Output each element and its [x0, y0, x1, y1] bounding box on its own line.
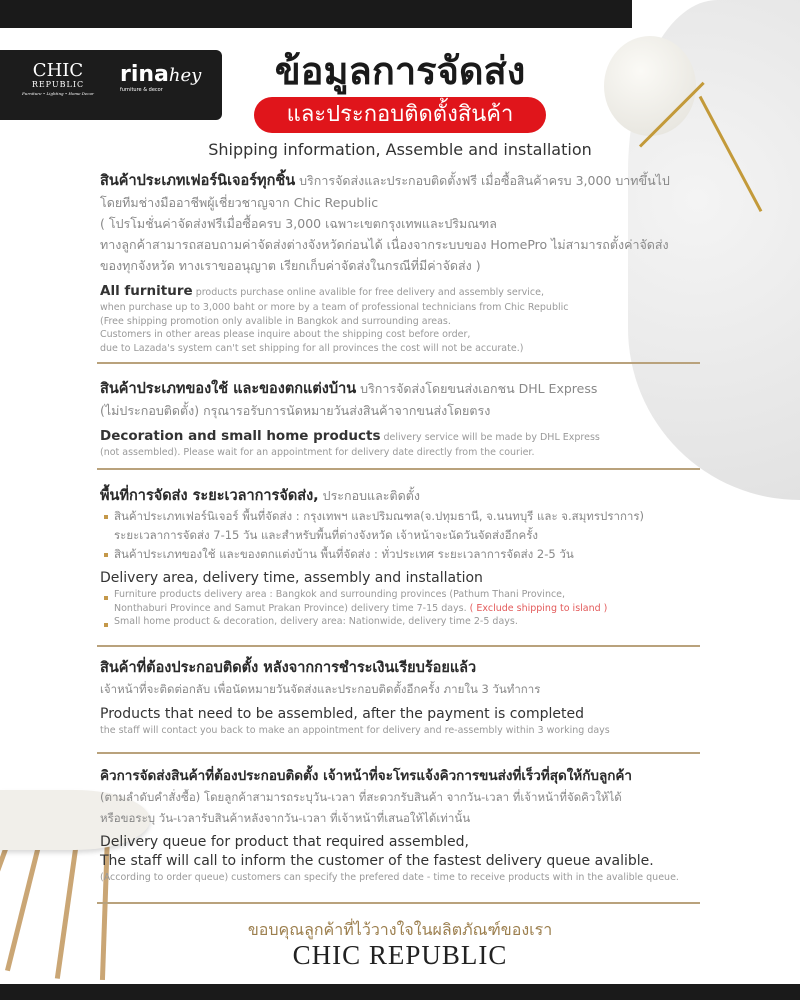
text-line: เจ้าหน้าที่จะติดต่อกลับ เพื่อนัดหมายวันจัดส่งและประกอบติดตั้งอีกครั้ง ภายใน 3 วันทำการ [100, 682, 541, 696]
section-decoration [100, 378, 710, 460]
text-line: Customers in other areas please inquire about the shipping cost before order, [100, 329, 471, 340]
section-delivery-area [100, 485, 710, 629]
section-heading: คิวการจัดส่งสินค้าที่ต้องประกอบติดตั้ง เจ้าหน้าที่จะโทรแจ้งคิวการขนส่งที่เร็วที่สุดให้กับลูกค้า [100, 768, 633, 784]
bullet-item-cont [100, 602, 710, 616]
page-title: ข้อมูลการจัดส่ง [274, 49, 526, 93]
divider [97, 902, 700, 904]
thank-you-message: ขอบคุณลูกค้าที่ไว้วางใจในผลิตภัณฑ์ของเรา [247, 920, 553, 939]
section-heading: พื้นที่การจัดส่ง ระยะเวลาการจัดส่ง, [100, 488, 319, 504]
text-line: Nonthaburi Province and Samut Prakan Province) delivery time 7-15 days. [114, 602, 467, 614]
divider [97, 645, 700, 647]
subtitle-pill: และประกอบติดตั้งสินค้า [254, 97, 546, 133]
text-line: when purchase up to 3,000 baht or more by a team of professional technicians from Chic Republic [100, 302, 569, 313]
en-heading: All furniture [100, 283, 193, 299]
text-line: หรือขอระบุ วัน-เวลารับสินค้าหลังจากวัน-เวลา ที่เจ้าหน้าที่เสนอให้ได้เท่านั้น [100, 811, 471, 825]
lamp-globe-image [604, 36, 696, 136]
section-heading-rest: บริการจัดส่งและประกอบติดตั้งฟรี เมื่อซื้อสินค้าครบ 3,000 บาทขึ้นไป [295, 173, 670, 188]
top-bar [0, 0, 632, 28]
text-line: (not assembled). Please wait for an appointment for delivery date directly from the courier. [100, 447, 535, 458]
bullet-item: สินค้าประเภทเฟอร์นิเจอร์ พื้นที่จัดส่ง : กรุงเทพฯ และปริมณฑล(จ.ปทุมธานี, จ.นนทบุรี และ จ.สมุทรปราการ) [100, 507, 710, 526]
section-heading-rest: ประกอบและติดตั้ง [318, 488, 420, 503]
stool-leg [55, 835, 80, 979]
brand-logos [0, 50, 222, 120]
text-line: ทางลูกค้าสามารถสอบถามค่าจัดส่งต่างจังหวัดก่อนได้ เนื่องจากระบบของ HomePro ไม่สามารถตั้งค่าจัดส่ง [100, 237, 669, 252]
section-heading: สินค้าประเภทของใช้ และของตกแต่งบ้าน [100, 381, 357, 397]
section-assembly [100, 658, 710, 738]
section-furniture [100, 170, 710, 355]
divider [97, 752, 700, 754]
text-line: ( โปรโมชั่นค่าจัดส่งฟรีเมื่อซื้อครบ 3,000 เฉพาะเขตกรุงเทพและปริมณฑล [100, 216, 497, 231]
text-line: (ตามลำดับคำสั่งซื้อ) โดยลูกค้าสามารถระบุวัน-เวลา ที่สะดวกรับสินค้า จากวัน-เวลา ที่เจ้าหน้าที่จัดคิวให้ได้ [100, 790, 622, 804]
text-line: due to Lazada's system can't set shipping for all provinces the cost will not be accurate.) [100, 342, 524, 354]
text-line: ของทุกจังหวัด ทางเราขออนุญาต เรียกเก็บค่าจัดส่งในกรณีที่มีค่าจัดส่ง ) [100, 258, 481, 273]
bullet-item-cont: ระยะเวลาการจัดส่ง 7-15 วัน และสำหรับพื้นที่ต่างจังหวัด เจ้าหน้าจะนัดวันจัดส่งอีกครั้ง [114, 528, 539, 542]
chic-republic-logo: CHIC REPUBLIC Furniture • Lighting • Home Decor [22, 60, 94, 96]
exclude-island-note: ( Exclude shipping to island ) [466, 602, 608, 614]
section-heading-rest: บริการจัดส่งโดยขนส่งเอกชน DHL Express [356, 381, 598, 396]
text-line: โดยทีมช่างมืออาชีพผู้เชี่ยวชาญจาก Chic Republic [100, 195, 379, 210]
bullet-item: Furniture products delivery area : Bangkok and surrounding provinces (Pathum Thani Province, [100, 588, 710, 602]
bottom-bar [0, 984, 800, 1000]
en-heading-rest: products purchase online avalible for free delivery and assembly service, [192, 287, 544, 298]
rina-hey-logo: rinahey furniture & decor [120, 62, 202, 93]
divider [97, 362, 700, 364]
brand-wordmark: CHIC REPUBLIC [292, 940, 508, 970]
bullet-item: สินค้าประเภทของใช้ และของตกแต่งบ้าน พื้นที่จัดส่ง : ทั่วประเทศ ระยะเวลาการจัดส่ง 2-5 วัน [100, 545, 710, 564]
en-heading: The staff will call to inform the customer of the fastest delivery queue avalible. [100, 853, 654, 869]
divider [97, 468, 700, 470]
en-heading: Decoration and small home products [100, 428, 381, 444]
text-line: (Free shipping promotion only avalible in Bangkok and surrounding areas. [100, 315, 451, 327]
en-heading: Delivery queue for product that required assembled, [100, 834, 470, 850]
page-subtitle: Shipping information, Assemble and installation [208, 140, 592, 159]
en-heading: Delivery area, delivery time, assembly and installation [100, 570, 483, 586]
bullet-item: Small home product & decoration, delivery area: Nationwide, delivery time 2-5 days. [100, 615, 710, 629]
text-line: the staff will contact you back to make an appointment for delivery and re-assembly within 3 working days [100, 725, 610, 736]
text-line: (ไม่ประกอบติดตั้ง) กรุณารอรับการนัดหมายวันส่งสินค้าจากขนส่งโดยตรง [100, 403, 491, 418]
en-heading-rest: delivery service will be made by DHL Express [380, 432, 600, 443]
en-heading: Products that need to be assembled, after the payment is completed [100, 706, 584, 722]
section-delivery-queue [100, 766, 710, 885]
stool-leg [5, 829, 45, 971]
section-heading: สินค้าที่ต้องประกอบติดตั้ง หลังจากการชำระเงินเรียบร้อยแล้ว [100, 660, 477, 676]
text-line: (According to order queue) customers can specify the prefered date - time to receive products with in the avalible queue. [100, 872, 679, 883]
section-heading: สินค้าประเภทเฟอร์นิเจอร์ทุกชิ้น [100, 173, 296, 189]
